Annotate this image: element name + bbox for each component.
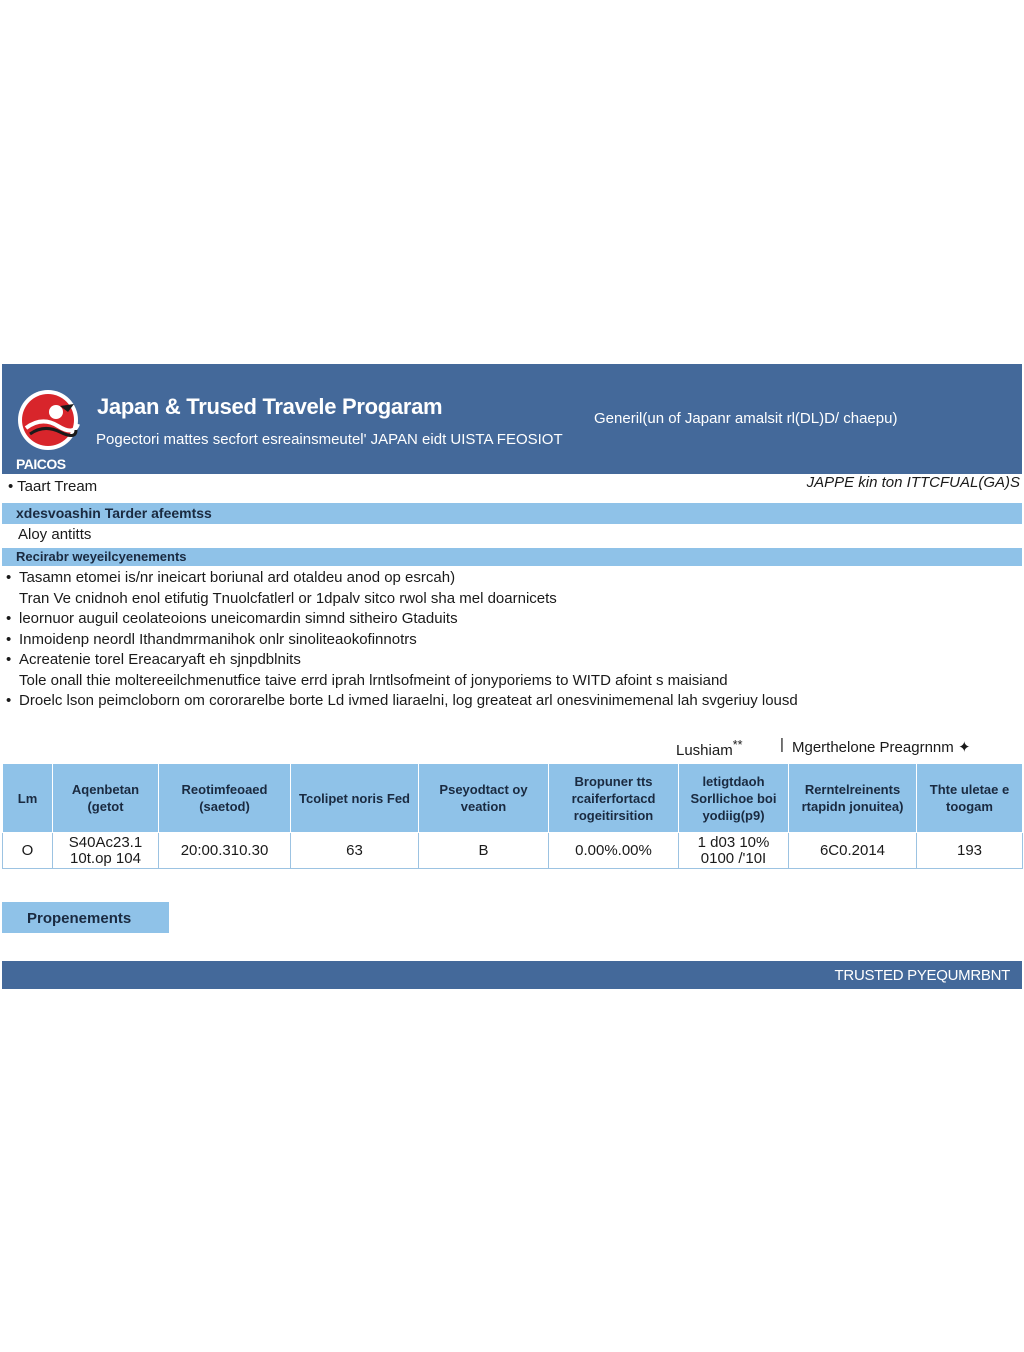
program-table (2, 763, 1023, 869)
propenements-button[interactable]: Propenements (2, 902, 169, 933)
list-item: • Tasamn etomei is/nr ineicart boriunal ard otaldeu anod op esrcah) (6, 568, 1016, 589)
section-band-1-label: xdesvoashin Tarder afeemtss (16, 505, 212, 521)
sparkle-icon: ✦ (957, 739, 971, 756)
logo-caption: PAICOS (16, 456, 66, 472)
table-cell: 20:00.310.30 (159, 833, 291, 869)
column-header[interactable]: Pseyodtact oy veation (419, 764, 549, 833)
page-footer (2, 961, 1022, 989)
requirements-list (6, 568, 1016, 712)
table-cell: S40Ac23.1 10t.op 104 (53, 833, 159, 869)
page-title: Japan & Trused Travele Progaram (97, 394, 443, 419)
top-row-left-label (8, 478, 97, 495)
logo-emblem-icon (16, 376, 86, 456)
table-cell: 63 (291, 833, 419, 869)
list-item: • Acreatenie torel Ereacaryaft eh sjnpdblnits (6, 650, 1016, 671)
table-cell (679, 833, 789, 869)
column-header[interactable]: Lm (3, 764, 53, 833)
section-band-2 (2, 548, 1022, 566)
section-band-1 (2, 503, 1022, 524)
table-cell: B (419, 833, 549, 869)
table-caption-left (676, 738, 742, 759)
table-caption-right (792, 738, 971, 756)
logo (16, 376, 86, 472)
table-header-row (3, 764, 1023, 833)
section-band-2-label: Recirabr weyeilcyenements (16, 549, 187, 564)
list-item: Tran Ve cnidnoh enol etifutig Tnuolcfatlerl or 1dpalv sitco rwol sha mel doarnicets (19, 589, 557, 607)
page-header (2, 364, 1022, 474)
column-header[interactable]: Tcolipet noris Fed (291, 764, 419, 833)
list-item: • Inmoidenp neordl Ithandmrmanihok onlr sinoliteaokofinnotrs (6, 630, 1016, 651)
column-header[interactable]: Rerntelreinents rtapidn jonuitea) (789, 764, 917, 833)
table-cell: 0.00%.00% (549, 833, 679, 869)
column-header[interactable]: Aqenbetan (getot (53, 764, 159, 833)
column-header[interactable]: Thte uletae e toogam (917, 764, 1023, 833)
table-cell-line: 1 d03 10% (697, 833, 770, 851)
list-item: Tole onall thie moltereeilchmenutfice taive errd iprah lrntlsofmeint of jonyporiems to WITD afoint s maisiand (19, 671, 728, 689)
table-cell: 193 (917, 833, 1023, 869)
table-row (3, 833, 1023, 869)
table-caption-right-text: Mgerthelone Preagrnnm (792, 739, 954, 756)
table-cell: 6C0.2014 (789, 833, 917, 869)
page-subtitle: Pogectori mattes secfort esreainsmeutel' JAPAN eidt UISTA FEOSIOT (96, 431, 563, 448)
list-item: • leornuor auguil ceolateoions uneicomardin simnd sitheiro Gtaduits (6, 609, 1016, 630)
top-row-left-text: Taart Tream (17, 478, 98, 495)
column-header[interactable]: letigtdaoh Sorllichoe boi yodiig(p9) (679, 764, 789, 833)
list-item: • Droelc lson peimcloborn om cororarelbe borte Ld ivmed liaraelni, log greateat arl onesvinimemenal lah svgeriuy lousd (6, 691, 1016, 712)
top-row-right-label: JAPPE kin ton ITTCFUAL(GA)S (806, 474, 1020, 491)
bullet-icon: • (8, 478, 18, 495)
table-cell-line: 0100 /'10I (700, 849, 767, 867)
table-caption-left-text: Lushiam (676, 742, 733, 759)
footer-text: TRUSTED PYEQUMRBNT (834, 967, 1010, 984)
column-header[interactable]: Bropuner tts rcaiferfortacd rogeitirsition (549, 764, 679, 833)
table-cell: O (3, 833, 53, 869)
asterisk-icon: ** (732, 738, 743, 752)
column-header[interactable]: Reotimfeoaed (saetod) (159, 764, 291, 833)
section-plain-line: Aloy antitts (18, 526, 92, 543)
table-caption-separator: | (780, 736, 784, 753)
header-right-text: Generil(un of Japanr amalsit rl(DL)D/ chaepu) (594, 410, 898, 427)
